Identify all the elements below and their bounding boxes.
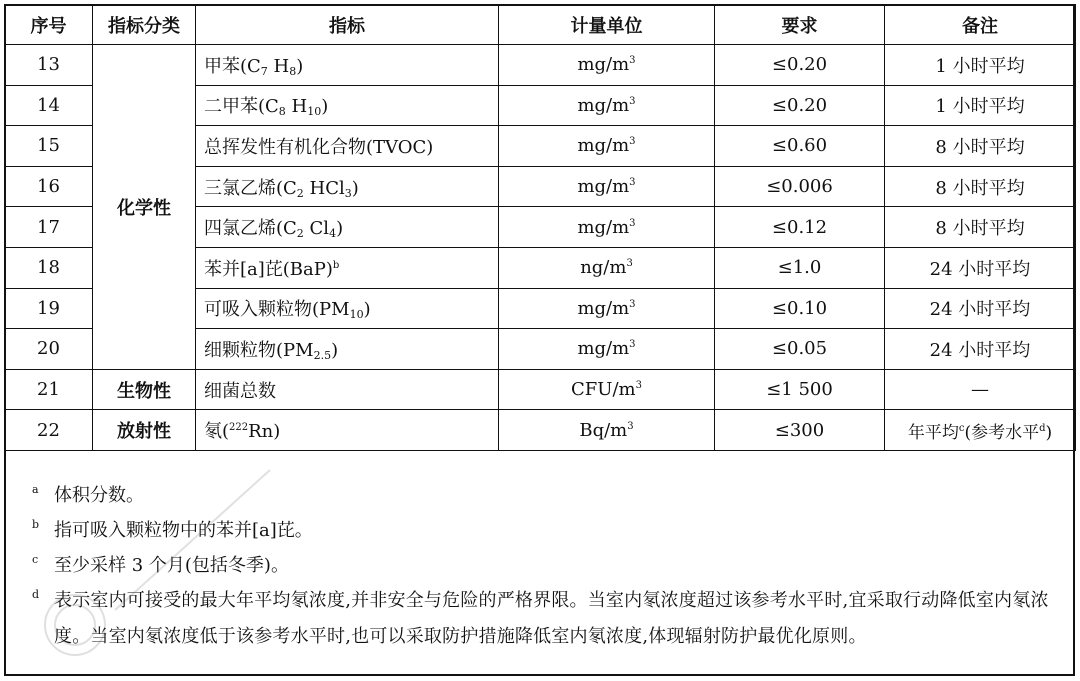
row-unit: $mg/m^3$ xyxy=(499,85,715,126)
header-unit: 计量单位 xyxy=(499,5,715,45)
row-remark: 24 小时平均 xyxy=(885,247,1076,288)
row-remark: 年平均$^c$(参考水平$^d$) xyxy=(885,410,1076,451)
row-indicator: 二甲苯($C_8$ $H_{10}$) xyxy=(196,85,499,126)
header-requirement: 要求 xyxy=(715,5,885,45)
row-indicator: 甲苯($C_7$ $H_8$) xyxy=(196,45,499,86)
row-requirement: ≤0.12 xyxy=(715,207,885,248)
row-indicator: 三氯乙烯($C_2$ HCl$_3$) xyxy=(196,166,499,207)
row-indicator: 四氯乙烯($C_2$ $Cl_4$) xyxy=(196,207,499,248)
row-unit: $mg/m^3$ xyxy=(499,288,715,329)
footnote-c: c 至少采样 3 个月(包括冬季)。 xyxy=(32,553,289,576)
header-category: 指标分类 xyxy=(93,5,196,45)
row-requirement: ≤1.0 xyxy=(715,247,885,288)
row-requirement: ≤0.05 xyxy=(715,329,885,370)
row-indicator: 氡($^{222}$Rn) xyxy=(196,410,499,451)
row-indicator: 苯并[a]芘(BaP)$^b$ xyxy=(196,247,499,288)
category-chemical: 化学性 xyxy=(93,45,196,370)
category-radioactive: 放射性 xyxy=(93,410,196,451)
table-row xyxy=(5,369,1076,410)
row-remark: — xyxy=(885,369,1076,410)
row-remark: 24 小时平均 xyxy=(885,329,1076,370)
row-requirement: ≤0.20 xyxy=(715,85,885,126)
row-requirement: ≤0.006 xyxy=(715,166,885,207)
row-remark: 1 小时平均 xyxy=(885,85,1076,126)
header-remark: 备注 xyxy=(885,5,1076,45)
row-requirement: ≤0.10 xyxy=(715,288,885,329)
table-row xyxy=(5,45,1076,86)
row-unit: $Bq/m^3$ xyxy=(499,410,715,451)
row-unit: CFU/$m^3$ xyxy=(499,369,715,410)
header-row xyxy=(5,5,1076,45)
row-seq: 21 xyxy=(5,369,93,410)
footnote-a: a 体积分数。 xyxy=(32,483,144,506)
header-seq: 序号 xyxy=(5,5,93,45)
row-seq: 15 xyxy=(5,126,93,167)
row-requirement: ≤0.20 xyxy=(715,45,885,86)
category-biological: 生物性 xyxy=(93,369,196,410)
row-unit: $mg/m^3$ xyxy=(499,126,715,167)
row-indicator: 细颗粒物$(PM_{2.5})$ xyxy=(196,329,499,370)
row-seq: 19 xyxy=(5,288,93,329)
row-remark: 8 小时平均 xyxy=(885,126,1076,167)
row-requirement: ≤1 500 xyxy=(715,369,885,410)
row-seq: 17 xyxy=(5,207,93,248)
row-unit: $mg/m^3$ xyxy=(499,166,715,207)
row-indicator: 可吸入颗粒物$(PM_{10})$ xyxy=(196,288,499,329)
row-remark: 24 小时平均 xyxy=(885,288,1076,329)
row-requirement: ≤300 xyxy=(715,410,885,451)
standards-table xyxy=(4,4,1076,451)
row-remark: 8 小时平均 xyxy=(885,166,1076,207)
row-seq: 16 xyxy=(5,166,93,207)
row-remark: 1 小时平均 xyxy=(885,45,1076,86)
row-seq: 20 xyxy=(5,329,93,370)
footnote-d: d 表示室内可接受的最大年平均氡浓度,并非安全与危险的严格界限。当室内氡浓度超过该参考水平时,宜采取行动降低室内氡浓度。当室内氡浓度低于该参考水平时,也可以采取防护措施降低室内氡浓度,体现辐射防护最优化原则。 xyxy=(32,588,1049,647)
header-indicator: 指标 xyxy=(196,5,499,45)
table-row xyxy=(5,410,1076,451)
row-unit: $mg/m^3$ xyxy=(499,207,715,248)
row-seq: 18 xyxy=(5,247,93,288)
row-seq: 14 xyxy=(5,85,93,126)
footnotes xyxy=(4,466,1075,676)
row-requirement: ≤0.60 xyxy=(715,126,885,167)
row-indicator: 总挥发性有机化合物(TVOC) xyxy=(196,126,499,167)
row-seq: 22 xyxy=(5,410,93,451)
footnote-b: b 指可吸入颗粒物中的苯并[a]芘。 xyxy=(32,518,313,541)
row-remark: 8 小时平均 xyxy=(885,207,1076,248)
row-seq: 13 xyxy=(5,45,93,86)
row-unit: $mg/m^3$ xyxy=(499,45,715,86)
row-unit: $mg/m^3$ xyxy=(499,329,715,370)
row-indicator: 细菌总数 xyxy=(196,369,499,410)
row-unit: $ng/m^3$ xyxy=(499,247,715,288)
